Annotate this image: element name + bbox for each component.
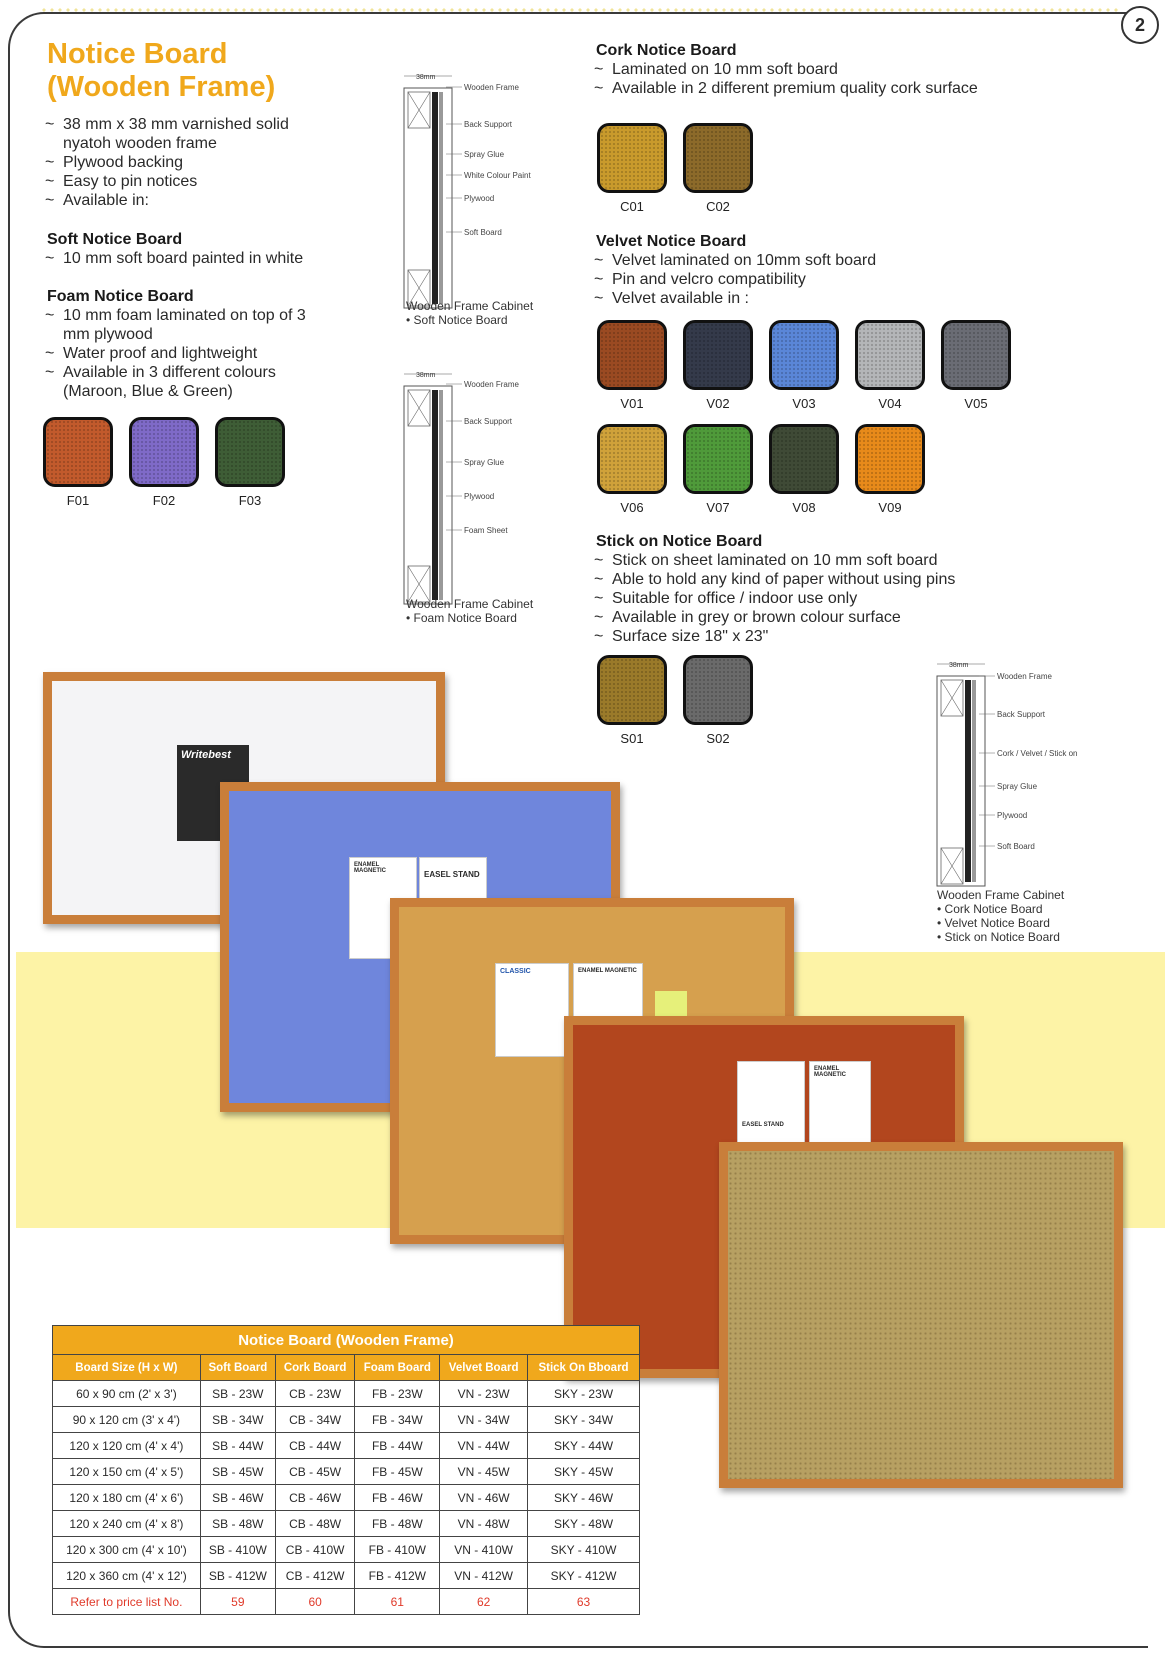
velvet-swatch-v02 xyxy=(683,320,753,390)
layer-label: Back Support xyxy=(464,120,513,129)
diagram-caption-soft xyxy=(406,299,533,327)
table-code-cell: VN - 46W xyxy=(440,1485,528,1511)
velvet-swatch-label: V01 xyxy=(620,396,644,411)
intro-bullet: ~ Plywood backing xyxy=(45,153,335,172)
layer-label: Spray Glue xyxy=(464,458,505,467)
table-code-cell: VN - 23W xyxy=(440,1381,528,1407)
table-code-cell: SKY - 410W xyxy=(528,1537,640,1563)
foam-bullet: ~ 10 mm foam laminated on top of 3 mm plywood xyxy=(45,306,327,344)
cork-bullet: ~ Laminated on 10 mm soft board xyxy=(594,60,996,79)
table-size-cell: 120 x 180 cm (4' x 6') xyxy=(53,1485,201,1511)
price-list-number: 61 xyxy=(355,1589,440,1615)
table-code-cell: CB - 44W xyxy=(275,1433,355,1459)
velvet-swatch-v05 xyxy=(941,320,1011,390)
velvet-swatch-label: V02 xyxy=(706,396,730,411)
diagram-caption-cork-velvet-stick xyxy=(937,888,1064,944)
table-row xyxy=(53,1407,640,1433)
foam-bullet: ~ Available in 3 different colours (Maroon, Blue & Green) xyxy=(45,363,327,401)
sticky-note xyxy=(655,991,687,1017)
table-code-cell: SB - 45W xyxy=(200,1459,275,1485)
table-size-cell: 120 x 120 cm (4' x 4') xyxy=(53,1433,201,1459)
table-code-cell: SKY - 23W xyxy=(528,1381,640,1407)
board-layer-mid xyxy=(972,680,976,882)
table-code-cell: FB - 23W xyxy=(355,1381,440,1407)
table-code-cell: SB - 46W xyxy=(200,1485,275,1511)
diagram-caption-item-text: Soft Notice Board xyxy=(413,313,508,327)
intro-bullet: ~ Easy to pin notices xyxy=(45,172,335,191)
table-code-cell: SKY - 34W xyxy=(528,1407,640,1433)
board-photo-stick xyxy=(719,1142,1123,1488)
layer-label: Back Support xyxy=(464,417,513,426)
foam-swatch-label: F02 xyxy=(152,493,176,508)
table-header-cell: Velvet Board xyxy=(440,1355,528,1381)
table-code-cell: SB - 412W xyxy=(200,1563,275,1589)
paper-enamel-magnetic xyxy=(809,1061,871,1147)
table-code-cell: VN - 412W xyxy=(440,1563,528,1589)
velvet-swatch-v06 xyxy=(597,424,667,494)
velvet-swatch-label: V07 xyxy=(706,500,730,515)
table-code-cell: CB - 412W xyxy=(275,1563,355,1589)
table-code-cell: VN - 48W xyxy=(440,1511,528,1537)
stick-swatch-label: S02 xyxy=(706,731,730,746)
velvet-swatch-v01 xyxy=(597,320,667,390)
dimension-label: 38mm xyxy=(416,372,436,379)
layer-label: Plywood xyxy=(464,492,495,501)
table-row xyxy=(53,1537,640,1563)
velvet-swatch-v03 xyxy=(769,320,839,390)
velvet-swatch-v07 xyxy=(683,424,753,494)
table-row xyxy=(53,1381,640,1407)
velvet-swatch-label: V09 xyxy=(878,500,902,515)
stick-swatch-s01 xyxy=(597,655,667,725)
diagram-caption-foam xyxy=(406,597,533,625)
diagram-caption-title: Wooden Frame Cabinet xyxy=(406,597,534,611)
board-layer-mid xyxy=(439,390,443,600)
table-code-cell: SB - 44W xyxy=(200,1433,275,1459)
table-row xyxy=(53,1433,640,1459)
stick-swatch-label: S01 xyxy=(620,731,644,746)
cork-swatch-label: C02 xyxy=(706,199,730,214)
intro-bullet: ~ 38 mm x 38 mm varnished solid nyatoh wooden frame xyxy=(45,115,335,153)
table-code-cell: FB - 34W xyxy=(355,1407,440,1433)
table-code-cell: FB - 410W xyxy=(355,1537,440,1563)
diagram-caption-item: • Foam Notice Board xyxy=(406,611,517,625)
cork-swatch-c02 xyxy=(683,123,753,193)
table-code-cell: VN - 34W xyxy=(440,1407,528,1433)
cross-section-diagram-cork-velvet-stick xyxy=(935,658,1110,888)
stick-swatch-s02 xyxy=(683,655,753,725)
table-size-cell: 120 x 300 cm (4' x 10') xyxy=(53,1537,201,1563)
table-code-cell: CB - 410W xyxy=(275,1537,355,1563)
foam-swatch-label: F01 xyxy=(66,493,90,508)
table-code-cell: VN - 410W xyxy=(440,1537,528,1563)
paper-text: ENAMEL MAGNETIC xyxy=(354,862,386,874)
table-size-cell: 120 x 240 cm (4' x 8') xyxy=(53,1511,201,1537)
diagram-caption-item: • Soft Notice Board xyxy=(406,313,508,327)
layer-label: White Colour Paint xyxy=(464,171,531,180)
layer-label: Cork / Velvet / Stick on xyxy=(997,749,1078,758)
table-code-cell: SKY - 412W xyxy=(528,1563,640,1589)
paper-classic xyxy=(495,963,569,1057)
layer-label: Wooden Frame xyxy=(464,380,519,389)
cross-section-svg xyxy=(402,368,562,606)
board-layer-dark xyxy=(432,390,438,600)
foam-heading: Foam Notice Board xyxy=(47,288,194,305)
cross-section-svg xyxy=(402,70,562,310)
dimension-label: 38mm xyxy=(949,662,969,669)
intro-bullets xyxy=(45,115,335,210)
layer-label: Soft Board xyxy=(997,842,1035,851)
cork-swatch-label: C01 xyxy=(620,199,644,214)
table-size-cell: 120 x 360 cm (4' x 12') xyxy=(53,1563,201,1589)
diagram-caption-item: • Stick on Notice Board xyxy=(937,930,1060,944)
table-code-cell: SKY - 48W xyxy=(528,1511,640,1537)
layer-label: Spray Glue xyxy=(997,782,1038,791)
table-code-cell: FB - 412W xyxy=(355,1563,440,1589)
stick-bullet: ~ Suitable for office / indoor use only xyxy=(594,589,1036,608)
table-code-cell: VN - 44W xyxy=(440,1433,528,1459)
price-table xyxy=(52,1325,640,1615)
velvet-swatch-label: V08 xyxy=(792,500,816,515)
paper-text: ENAMEL MAGNETIC xyxy=(578,968,637,974)
paper-text: EASEL STAND xyxy=(424,870,480,879)
foam-bullet: ~ Water proof and lightweight xyxy=(45,344,327,363)
table-code-cell: FB - 46W xyxy=(355,1485,440,1511)
outer-frame-outline xyxy=(937,676,985,886)
velvet-swatch-label: V03 xyxy=(792,396,816,411)
table-code-cell: CB - 23W xyxy=(275,1381,355,1407)
velvet-section xyxy=(596,233,1016,308)
writebest-text: Writebest xyxy=(181,749,231,761)
diagram-caption-title: Wooden Frame Cabinet xyxy=(406,299,534,313)
cross-section-svg xyxy=(935,658,1110,888)
cross-section-diagram-soft xyxy=(402,70,562,310)
diagram-caption-item-text: Velvet Notice Board xyxy=(944,916,1050,930)
table-header-cell: Board Size (H x W) xyxy=(53,1355,201,1381)
board-layer-mid xyxy=(439,92,443,304)
diagram-caption-title: Wooden Frame Cabinet xyxy=(937,888,1065,902)
table-row xyxy=(53,1563,640,1589)
price-list-label: Refer to price list No. xyxy=(53,1589,201,1615)
stick-bullet: ~ Surface size 18" x 23" xyxy=(594,627,1036,646)
soft-section xyxy=(47,231,367,268)
table-code-cell: SKY - 45W xyxy=(528,1459,640,1485)
price-list-number: 63 xyxy=(528,1589,640,1615)
board-layer-dark xyxy=(432,92,438,304)
page-number: 2 xyxy=(1121,6,1159,44)
board-layer-dark xyxy=(965,680,971,882)
dimension-label: 38mm xyxy=(416,74,436,81)
diagram-caption-item-text: Stick on Notice Board xyxy=(944,930,1060,944)
table-header-cell: Stick On Bboard xyxy=(528,1355,640,1381)
layer-label: Plywood xyxy=(464,194,495,203)
velvet-swatch-v04 xyxy=(855,320,925,390)
table-size-cell: 60 x 90 cm (2' x 3') xyxy=(53,1381,201,1407)
table-code-cell: SB - 23W xyxy=(200,1381,275,1407)
velvet-swatch-label: V05 xyxy=(964,396,988,411)
price-list-number: 60 xyxy=(275,1589,355,1615)
cork-bullet: ~ Available in 2 different premium quality cork surface xyxy=(594,79,996,98)
table-code-cell: SKY - 46W xyxy=(528,1485,640,1511)
table-code-cell: SB - 34W xyxy=(200,1407,275,1433)
layer-label: Wooden Frame xyxy=(997,672,1052,681)
table-header-row xyxy=(53,1355,640,1381)
table-header-cell: Foam Board xyxy=(355,1355,440,1381)
foam-swatch-label: F03 xyxy=(238,493,262,508)
price-list-number: 59 xyxy=(200,1589,275,1615)
velvet-swatch-label: V04 xyxy=(878,396,902,411)
table-header-cell: Cork Board xyxy=(275,1355,355,1381)
stick-section xyxy=(596,533,1036,646)
table-body xyxy=(53,1381,640,1589)
velvet-bullet: ~ Pin and velcro compatibility xyxy=(594,270,1016,289)
diagram-caption-item-text: Cork Notice Board xyxy=(944,902,1043,916)
stick-bullet: ~ Able to hold any kind of paper without using pins xyxy=(594,570,1036,589)
paper-easel-stand xyxy=(737,1061,805,1147)
table-code-cell: SB - 48W xyxy=(200,1511,275,1537)
page-title xyxy=(47,38,275,104)
cross-section-diagram-foam xyxy=(402,368,562,606)
layer-label: Plywood xyxy=(997,811,1028,820)
table-caption: Notice Board (Wooden Frame) xyxy=(53,1326,640,1355)
soft-heading: Soft Notice Board xyxy=(47,231,183,248)
table-code-cell: FB - 45W xyxy=(355,1459,440,1485)
table-code-cell: VN - 45W xyxy=(440,1459,528,1485)
foam-swatch-f01 xyxy=(43,417,113,487)
cork-heading: Cork Notice Board xyxy=(596,42,737,59)
page-title-line2: (Wooden Frame) xyxy=(47,71,276,103)
table-code-cell: SB - 410W xyxy=(200,1537,275,1563)
table-code-cell: CB - 45W xyxy=(275,1459,355,1485)
table-code-cell: CB - 46W xyxy=(275,1485,355,1511)
stick-bullet: ~ Available in grey or brown colour surface xyxy=(594,608,1036,627)
table-code-cell: CB - 48W xyxy=(275,1511,355,1537)
table-size-cell: 90 x 120 cm (3' x 4') xyxy=(53,1407,201,1433)
paper-text: CLASSIC xyxy=(500,968,531,975)
table-header-cell: Soft Board xyxy=(200,1355,275,1381)
table-code-cell: CB - 34W xyxy=(275,1407,355,1433)
layer-label: Back Support xyxy=(997,710,1046,719)
paper-text: EASEL STAND xyxy=(742,1122,784,1128)
intro-bullet: ~ Available in: xyxy=(45,191,335,210)
layer-label: Wooden Frame xyxy=(464,83,519,92)
cork-section xyxy=(596,42,996,98)
stick-heading: Stick on Notice Board xyxy=(596,533,763,550)
table-row xyxy=(53,1485,640,1511)
velvet-swatch-v09 xyxy=(855,424,925,494)
paper-text: ENAMEL MAGNETIC xyxy=(814,1066,846,1078)
velvet-swatch-v08 xyxy=(769,424,839,494)
layer-label: Foam Sheet xyxy=(464,526,508,535)
price-list-number: 62 xyxy=(440,1589,528,1615)
layer-label: Soft Board xyxy=(464,228,502,237)
diagram-caption-item-text: Foam Notice Board xyxy=(413,611,517,625)
velvet-heading: Velvet Notice Board xyxy=(596,233,747,250)
foam-section xyxy=(47,288,327,401)
table-size-cell: 120 x 150 cm (4' x 5') xyxy=(53,1459,201,1485)
table-row xyxy=(53,1511,640,1537)
diagram-caption-item: • Velvet Notice Board xyxy=(937,916,1050,930)
page-title-line1: Notice Board xyxy=(47,38,228,70)
cork-swatch-c01 xyxy=(597,123,667,193)
velvet-swatch-label: V06 xyxy=(620,500,644,515)
layer-label: Spray Glue xyxy=(464,150,505,159)
diagram-caption-item: • Cork Notice Board xyxy=(937,902,1043,916)
table-code-cell: FB - 44W xyxy=(355,1433,440,1459)
table-row xyxy=(53,1459,640,1485)
foam-swatch-f03 xyxy=(215,417,285,487)
velvet-bullet: ~ Velvet available in : xyxy=(594,289,1016,308)
table-code-cell: SKY - 44W xyxy=(528,1433,640,1459)
table-footer-row xyxy=(53,1589,640,1615)
soft-bullet: ~ 10 mm soft board painted in white xyxy=(45,249,367,268)
velvet-bullet: ~ Velvet laminated on 10mm soft board xyxy=(594,251,1016,270)
table-code-cell: FB - 48W xyxy=(355,1511,440,1537)
stick-bullet: ~ Stick on sheet laminated on 10 mm soft board xyxy=(594,551,1036,570)
foam-swatch-f02 xyxy=(129,417,199,487)
paper-easel-stand xyxy=(419,857,487,899)
